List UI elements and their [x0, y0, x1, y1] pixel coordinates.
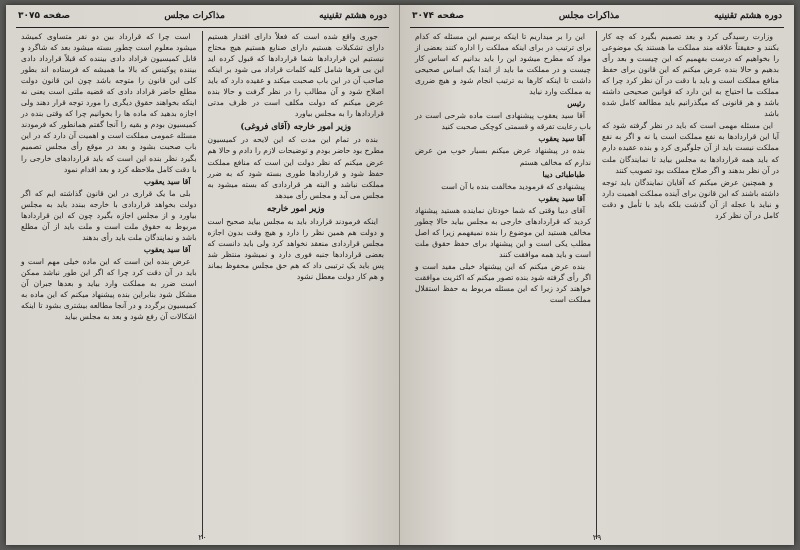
speaker-name: آقا سید یعقوب: [143, 244, 191, 254]
section-heading: وزیر امور خارجه (آقای فروغی): [240, 121, 352, 132]
paragraph: وزارت رسیدگی کرد و بعد تصمیم بگیرد که چه کار بکنند و حقیقتاً علاقه مند مملکت ما هستند یک موضوعی را بخواهیم که درست بفهمیم که این چیست و بعد رأی بدهیم و حالا بنده عرض میکنم که این قانون برای حفظ منافع مملکت است و باید با دقت در آن نظر کرد چرا که مملکت ما احتیاج به این دارد که قوانین صحیحی داشته باشد و هر قانونی که میگذرانیم باید مطالعه کامل شده باشد: [602, 32, 779, 119]
paragraph: پیشنهادی که فرمودید مخالفت بنده با آن است: [441, 181, 585, 191]
paragraph: است چرا که قرارداد بین دو نفر متساوی کمیشد میشود معلوم است چطور بسته میشود بعد که شاگرد و قابل کمیسیون قراداد دادی بیننده که قبلاً قرارداد دادی بیننده پوکینس که بالا ما همیشه که فرستاده اند بطور کلی این قانون را متوجه باشد چون این قانون دولت مطلع حاضر قراداد دادی که قضیه ملتی است یعنی نه اینکه بخواهند حقوق دیگری را مورد توجه قرار دهند ولی اجازه بدهید که ماده ها را بخوانیم چرا که وقتی بنده در کمیسیون بودم و بقیه را آنجا گفتم همانطور که فرمودند مسئله عمومی مملکت است و اهمیت آن دارد که در این باب صحبت بشود و بعد در موقع رأی مجلس تصمیم بگیرد نظر بنده این است که باید قراردادهای خارجی را با دقت کامل ملاحظه کرد و بعد اقدام نمود: [21, 32, 197, 174]
speaker-name: رئیس: [567, 99, 585, 109]
paragraph: آقای دیبا وقتی که شما خودتان نماینده هستید پیشنهاد کردید که قراردادهای خارجی به مجلس بیاید حالا چطور مخالف هستید این موضوع را بنده نمیفهمم زیرا که اصل مطلب یکی است و این پیشنهاد برای حفظ حقوق ملت است و باید همه موافقت کنند: [415, 205, 591, 259]
paragraph: بنده در پیشنهاد عرض میکنم بسیار خوب من عرض ندارم که مخالف هستم: [415, 146, 591, 167]
right-page: [400, 5, 794, 545]
session-label: دوره هشتم تقنینیه: [319, 11, 387, 21]
speaker-name: طباطبائی دیبا: [542, 169, 585, 179]
journal-title: مذاکرات مجلس: [558, 11, 620, 21]
journal-title: مذاکرات مجلس: [164, 11, 225, 21]
right-page-header: [410, 11, 784, 28]
paragraph: اینکه فرمودند قرارداد باید به مجلس بیاید صحیح است و دولت هم همین نظر را دارد و هیچ وقت بدون اجازه مجلس قراردادی منعقد نخواهد کرد ولی باید دانست که بعضی قراردادها جنبه فوری دارد و نمیشود منتظر شد پس باید یک ترتیبی داد که هم حق مجلس محفوظ بماند و هم کار دولت معطل نشود: [207, 216, 384, 281]
right-page-columns: [410, 31, 784, 539]
text-column: [16, 31, 203, 539]
paragraph: جوری واقع شده است که فعلاً دارای اقتدار هستیم دارای تشکیلات هستیم دارای صنایع هستیم هیچ محتاج نیستیم این قراردادها شما قراردادها که قبول کرده اید این بی فرها شامل کلیه کلمات قراداد می شود بر اینکه صاحب آن در این باب صحبت میکند و عقیده دارد که باید اصلاح شود و آن مطالب را در نظر گرفت و حالا بنده عرض میکنم که دولت مکلف است در ظرف مدتی قراردادها را به مجلس بیاورد: [207, 32, 384, 119]
left-page-columns: [16, 31, 389, 539]
paragraph: بلی ما یک قراری در این قانون گذاشته ایم که اگر دولت بخواهد قراردادی با خارجه ببندد باید به مجلس بیاورد و از مجلس اجازه بگیرد چون که این قراردادها مربوط به حقوق ملت است و ملت باید از آن مطلع باشد و نمایندگان ملت باید رأی بدهند: [21, 188, 197, 242]
text-column: [597, 31, 784, 539]
paragraph: این مسئله مهمی است که باید در نظر گرفته شود که آیا این قراردادها به نفع مملکت است یا نه و اگر به نفع مملکت نیست باید از آن جلوگیری کرد و بنده عقیده دارم که باید همه قراردادها به مجلس بیاید تا نمایندگان ملت در آن نظر بدهند و اگر صلاح مملکت بود تصویب کنند: [602, 121, 779, 175]
page-number-label: صفحه ۳۰۷۴: [412, 11, 465, 21]
speaker-name: آقا سید یعقوب: [538, 193, 585, 203]
paragraph: بنده عرض میکنم که این پیشنهاد خیلی مفید است و اگر رأی گرفته شود بنده تصور میکنم که اکثریت موافقت خواهند کرد زیرا که این مسئله مربوط به حفظ استقلال مملکت است: [415, 261, 591, 305]
page-footer-number: ۲۰: [198, 533, 207, 542]
text-column: [410, 31, 597, 539]
speaker-name: آقا سید یعقوب: [143, 176, 191, 186]
paragraph: عرض بنده این است که این ماده خیلی مهم است و باید در آن دقت کرد چرا که اگر این طور نباشد ممکن است ضرر به مملکت وارد بیاید و بعدها جبران آن مشکل شود بنابراین بنده پیشنهاد میکنم که این ماده به کمیسیون برگردد و در آنجا مطالعه بیشتری بشود تا اینکه اشکالات آن رفع شود و بعد به مجلس بیاید: [21, 256, 197, 322]
text-column: [203, 31, 390, 539]
paragraph: این را بر میداریم تا اینکه برسیم این مسئله که کدام برای ترتیب در برای اینکه مملکت را اداره کنند بعضی از مواد که مطرح میشود این را باید بدانیم که اساس کار چیست و در مملکت ما باید از ابتدا یک اساس صحیحی داشت تا اینکه کارها به ترتیب انجام شود و هیچ ضرری به مملکت وارد نیاید: [415, 32, 591, 97]
book-spread: [6, 5, 794, 545]
speaker-name: آقا سید یعقوب: [538, 134, 585, 144]
paragraph: بنده در تمام این مدت که این لایحه در کمیسیون مطرح بود حاضر بودم و توضیحات لازم را دادم و حالا هم عرض میکنم که نظر دولت این است که منافع مملکت حفظ شود و قراردادها طوری بسته شود که به ضرر مملکت نباشد و البته هر قراردادی که بسته میشود به مجلس می آید و مجلس رأی میدهد: [207, 135, 384, 200]
left-page: [6, 5, 400, 545]
session-label: دوره هشتم تقنینیه: [714, 11, 782, 21]
page-footer-number: ۲۹: [592, 533, 602, 542]
page-number-label: صفحه ۳۰۷۵: [18, 11, 71, 21]
paragraph: و همچنین عرض میکنم که آقایان نمایندگان باید توجه داشته باشند که این قانون برای آینده مملکت اهمیت دارد و نباید با عجله از آن گذشت بلکه باید با تأمل و دقت کامل در آن نظر کرد: [602, 177, 779, 220]
left-page-header: [16, 11, 389, 28]
section-heading: وزیر امور خارجه: [267, 202, 325, 213]
paragraph: آقا سید یعقوب پیشنهادی است ماده شرحی است در باب رعایت تفرقه و قسمتی کوچکی صحبت کنید: [415, 111, 591, 132]
